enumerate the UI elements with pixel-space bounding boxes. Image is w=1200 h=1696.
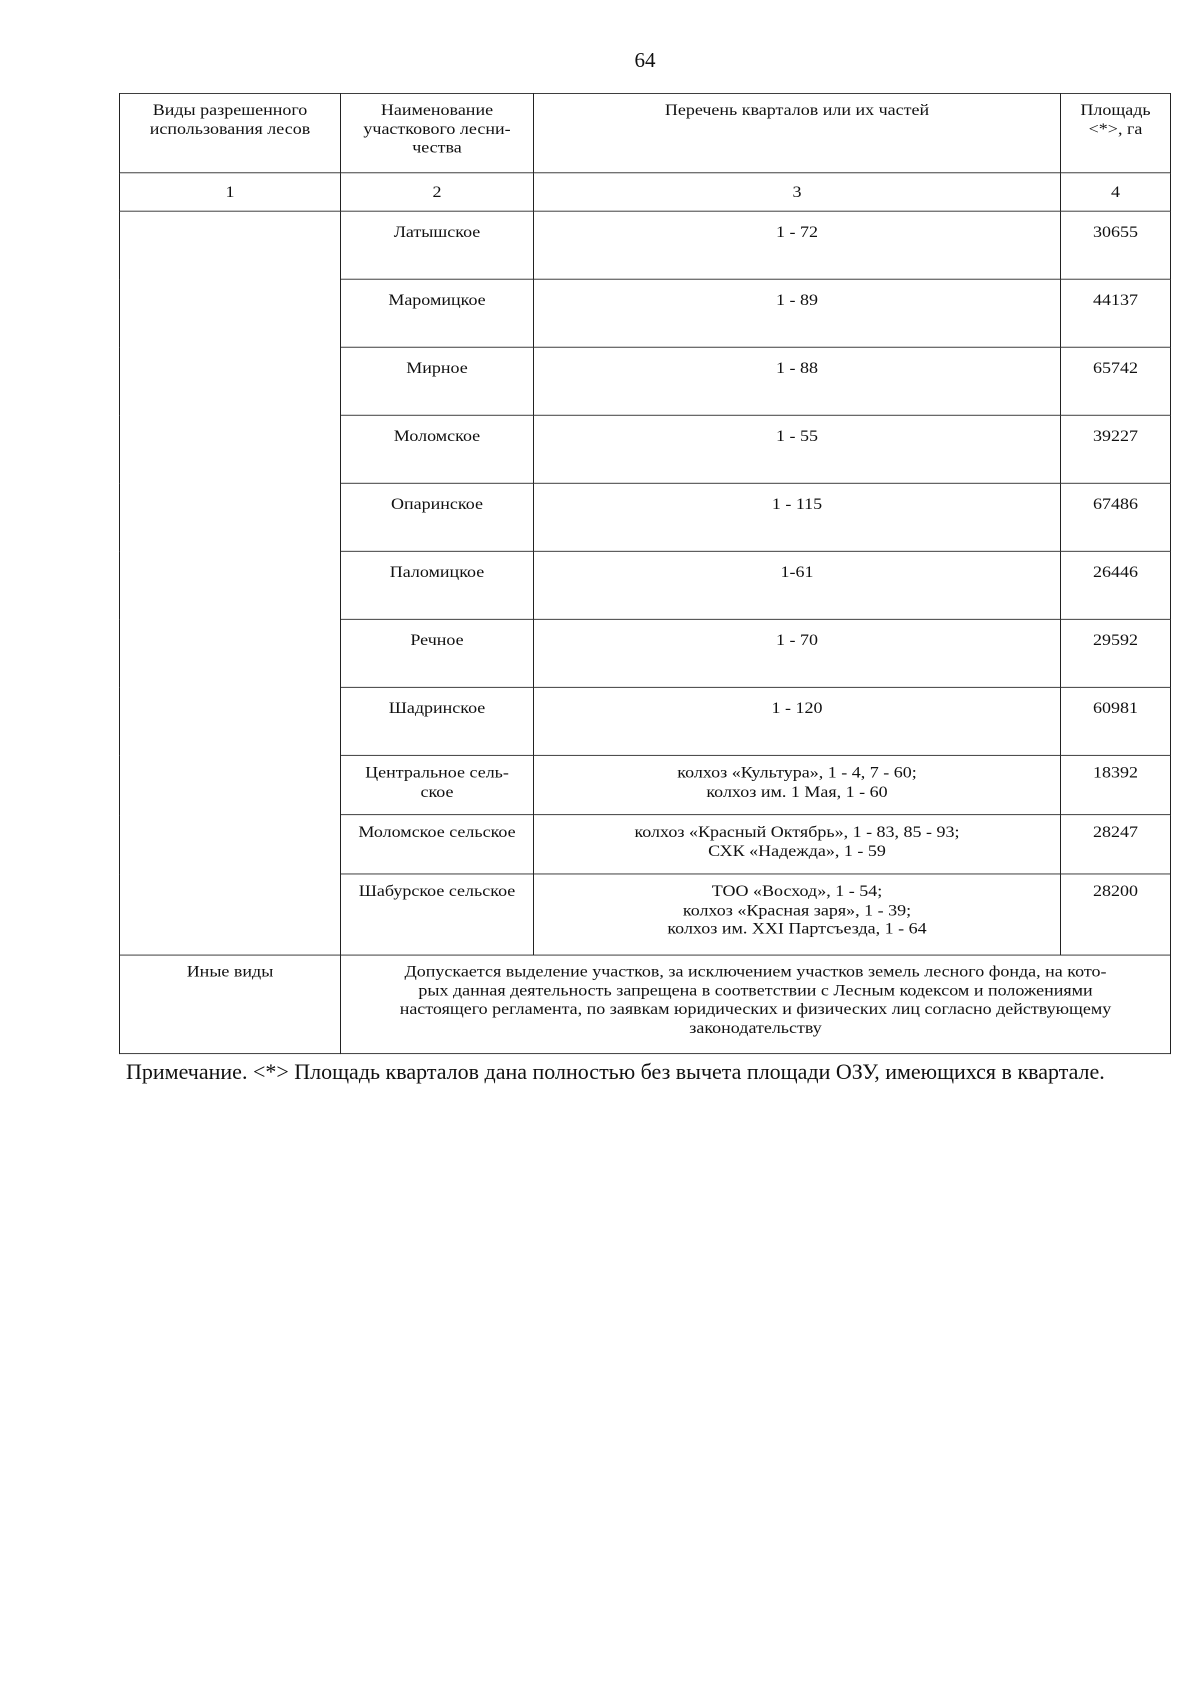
quarters-list [534,279,1061,347]
header-text: Виды разрешенного [152,100,308,119]
forestry-name [341,874,534,955]
forestry-name [341,347,534,415]
page-number: 64 [634,48,656,72]
column-number: 3 [534,173,1061,211]
quarters-list [534,347,1061,415]
forestry-name [341,551,534,619]
quarters-text: 1 - 88 [776,358,818,377]
forestry-name [341,619,534,687]
other-description [341,955,1171,1054]
header-text: участкового лесни- [363,119,511,138]
forestry-name [341,211,534,279]
forestry-name [341,815,534,874]
quarters-text: колхоз «Красный Октябрь», 1 - 83, 85 - 93; [634,822,960,841]
quarters-text: колхоз «Культура», 1 - 4, 7 - 60; [677,763,917,782]
quarters-text: колхоз им. XXI Партсъезда, 1 - 64 [667,919,927,938]
header-cell-quarters [534,93,1061,172]
header-text: использования лесов [149,119,311,138]
forestry-name [341,687,534,755]
header-cell-kind [120,93,341,172]
header-text: Перечень кварталов или их частей [664,100,930,119]
header-cell-area [1061,93,1171,172]
area-value: 39227 [1061,415,1171,483]
quarters-list [534,619,1061,687]
forestry-name-text: Речное [410,631,464,649]
table-row [120,211,1171,279]
header-text: чества [412,138,462,156]
table-row-other [120,955,1171,1054]
header-text: Площадь [1080,100,1151,119]
area-value: 29592 [1061,619,1171,687]
forestry-name-text: Опаринское [391,495,483,513]
forestry-name-text: Маромицкое [388,290,486,309]
quarters-text: 1 - 55 [776,427,818,445]
quarters-text: колхоз «Красная заря», 1 - 39; [682,901,912,919]
forestry-name-text: Латышское [393,222,481,241]
quarters-list [534,551,1061,619]
area-value: 44137 [1061,279,1171,347]
forestry-name [341,415,534,483]
header-text: <*>, га [1088,119,1143,138]
other-description-line: рых данная деятельность запрещена в соответствии с Лесным кодексом и положениями [418,981,1093,999]
quarters-text: 1 - 72 [776,222,818,241]
area-value: 26446 [1061,551,1171,619]
area-value: 28200 [1061,874,1171,955]
footnote: Примечание. <*> Площадь кварталов дана полностью без вычета площади ОЗУ, имеющихся в квартале. [126,1059,1105,1084]
quarters-text: 1 - 115 [771,495,823,513]
area-value: 60981 [1061,687,1171,755]
forestry-name [341,279,534,347]
quarters-text: ТОО «Восход», 1 - 54; [711,882,883,900]
forestry-name-text: Паломицкое [389,563,485,581]
quarters-list [534,415,1061,483]
area-value: 30655 [1061,211,1171,279]
quarters-list [534,687,1061,755]
quarters-list [534,755,1061,814]
header-cell-name [341,93,534,172]
other-description-line: Допускается выделение участков, за исключением участков земель лесного фонда, на кото- [404,962,1107,980]
column-number: 1 [120,173,341,211]
header-text: Наименование [380,100,494,119]
forestry-name-text: Моломское [393,427,481,445]
quarters-text: СХК «Надежда», 1 - 59 [708,841,886,860]
area-value: 67486 [1061,483,1171,551]
forestry-name-text: Мирное [406,358,468,377]
quarters-list [534,483,1061,551]
area-value: 28247 [1061,815,1171,874]
quarters-text: 1 - 120 [771,699,823,717]
quarters-text: 1 - 70 [776,631,818,649]
forestry-name-text: ское [420,782,454,800]
other-description-line: законодательству [689,1018,822,1037]
forest-use-table [119,93,1171,1054]
kind-cell-empty [120,211,341,955]
area-value: 65742 [1061,347,1171,415]
forestry-name [341,483,534,551]
area-value: 18392 [1061,755,1171,814]
quarters-text: 1-61 [780,563,814,581]
quarters-text: колхоз им. 1 Мая, 1 - 60 [706,782,888,800]
quarters-list [534,211,1061,279]
quarters-list [534,874,1061,955]
forestry-name-text: Шабурское сельское [358,882,516,900]
forestry-name-text: Центральное сель- [365,763,509,782]
other-kind: Иные виды [120,955,341,1054]
column-number-row [120,173,1171,211]
forestry-name [341,755,534,814]
forestry-name-text: Шадринское [388,699,486,717]
column-number: 2 [341,173,534,211]
forestry-name-text: Моломское сельское [358,822,516,841]
quarters-list [534,815,1061,874]
table-header-row [120,93,1171,172]
other-description-line: настоящего регламента, по заявкам юридических и физических лиц согласно действующему [399,1000,1112,1018]
quarters-text: 1 - 89 [776,290,818,309]
column-number: 4 [1061,173,1171,211]
